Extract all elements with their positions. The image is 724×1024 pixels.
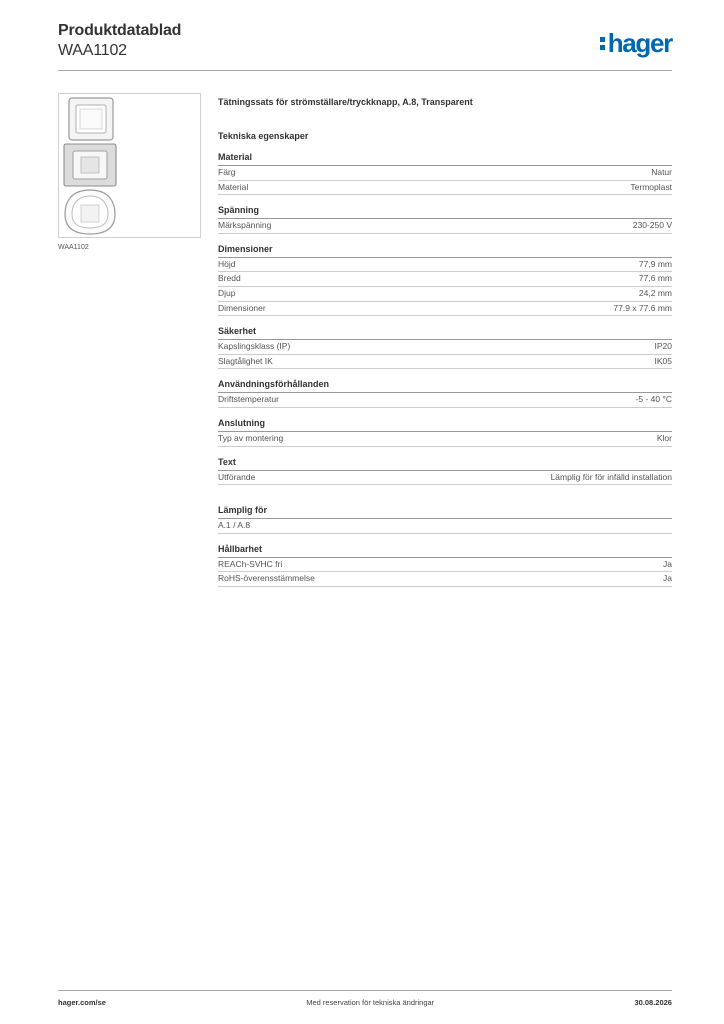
section-title: Material bbox=[218, 152, 672, 166]
logo-text: hager bbox=[607, 28, 672, 58]
spec-row bbox=[218, 519, 672, 534]
spec-label: RoHS-överensstämmelse bbox=[218, 573, 315, 584]
spec-row bbox=[218, 272, 672, 287]
section-title: Text bbox=[218, 457, 672, 471]
image-caption: WAA1102 bbox=[58, 244, 89, 251]
spec-label: Driftstemperatur bbox=[218, 394, 279, 405]
spec-row bbox=[218, 393, 672, 408]
spec-section bbox=[218, 152, 672, 195]
spec-row bbox=[218, 432, 672, 447]
spec-label: REACh-SVHC fri bbox=[218, 558, 283, 569]
footer-date: 30.08.2026 bbox=[634, 998, 672, 1007]
spec-sections bbox=[218, 152, 672, 587]
section-title: Användningsförhållanden bbox=[218, 379, 672, 393]
spec-value: -5 - 40 °C bbox=[635, 394, 672, 405]
section-title: Lämplig för bbox=[218, 505, 672, 519]
spec-label: Märkspänning bbox=[218, 220, 272, 231]
spec-value: Ja bbox=[663, 573, 672, 584]
section-title: Hållbarhet bbox=[218, 544, 672, 558]
spec-label: Djup bbox=[218, 287, 236, 298]
product-code: WAA1102 bbox=[58, 42, 127, 59]
spec-label: Typ av montering bbox=[218, 432, 284, 443]
spec-section bbox=[218, 205, 672, 234]
spec-value: 77,6 mm bbox=[638, 273, 672, 284]
spec-value: Klor bbox=[656, 432, 672, 443]
spec-row bbox=[218, 166, 672, 181]
product-details bbox=[218, 96, 672, 587]
spec-row bbox=[218, 287, 672, 302]
spec-label: Höjd bbox=[218, 258, 236, 269]
spec-value: 230-250 V bbox=[632, 220, 672, 231]
spec-row bbox=[218, 558, 672, 573]
spec-label: A.1 / A.8 bbox=[218, 520, 251, 531]
product-title: Tätningssats för strömställare/tryckknapp, A.8, Transparent bbox=[218, 97, 473, 107]
spec-row bbox=[218, 181, 672, 196]
spec-label: Färg bbox=[218, 167, 236, 177]
page-footer bbox=[58, 998, 672, 1007]
spec-row bbox=[218, 340, 672, 355]
hager-logo bbox=[600, 30, 672, 56]
spec-label: Slagtålighet IK bbox=[218, 355, 273, 366]
spec-value: Termoplast bbox=[630, 181, 672, 192]
spec-value: Natur bbox=[651, 167, 672, 177]
spec-value: IK05 bbox=[654, 355, 672, 366]
spec-value: IP20 bbox=[654, 341, 672, 352]
spec-row bbox=[218, 219, 672, 234]
spec-section bbox=[218, 505, 672, 534]
tech-heading: Tekniska egenskaper bbox=[218, 131, 309, 141]
spec-value: 77.9 x 77.6 mm bbox=[613, 302, 672, 313]
spec-section bbox=[218, 457, 672, 486]
footer-divider bbox=[58, 990, 672, 991]
product-image bbox=[58, 93, 201, 238]
spec-section bbox=[218, 418, 672, 447]
section-title: Spänning bbox=[218, 205, 672, 219]
spec-label: Bredd bbox=[218, 273, 241, 284]
spec-label: Kapslingsklass (IP) bbox=[218, 341, 291, 352]
spec-label: Utförande bbox=[218, 471, 256, 482]
spec-row bbox=[218, 302, 672, 317]
footer-site: hager.com/se bbox=[58, 998, 106, 1007]
spec-value: Ja bbox=[663, 558, 672, 569]
spec-row bbox=[218, 258, 672, 273]
spec-row bbox=[218, 355, 672, 370]
spec-section bbox=[218, 326, 672, 369]
spec-value: 24,2 mm bbox=[638, 287, 672, 298]
section-title: Anslutning bbox=[218, 418, 672, 432]
spec-label: Dimensioner bbox=[218, 302, 266, 313]
spec-value: Lämplig för för infälld installation bbox=[550, 471, 672, 482]
spec-row bbox=[218, 572, 672, 587]
document-title: Produktdatablad bbox=[58, 22, 182, 39]
section-title: Dimensioner bbox=[218, 244, 672, 258]
logo-dots-icon bbox=[600, 37, 605, 50]
spec-value: 77,9 mm bbox=[638, 258, 672, 269]
spec-section bbox=[218, 244, 672, 316]
spec-section bbox=[218, 544, 672, 587]
footer-note: Med reservation för tekniska ändringar bbox=[306, 998, 435, 1007]
section-title: Säkerhet bbox=[218, 326, 672, 340]
spec-row bbox=[218, 471, 672, 486]
header-divider bbox=[58, 70, 672, 71]
spec-section bbox=[218, 379, 672, 408]
spec-label: Material bbox=[218, 181, 249, 192]
product-illustration-icon bbox=[59, 94, 200, 237]
page-header bbox=[58, 22, 672, 68]
